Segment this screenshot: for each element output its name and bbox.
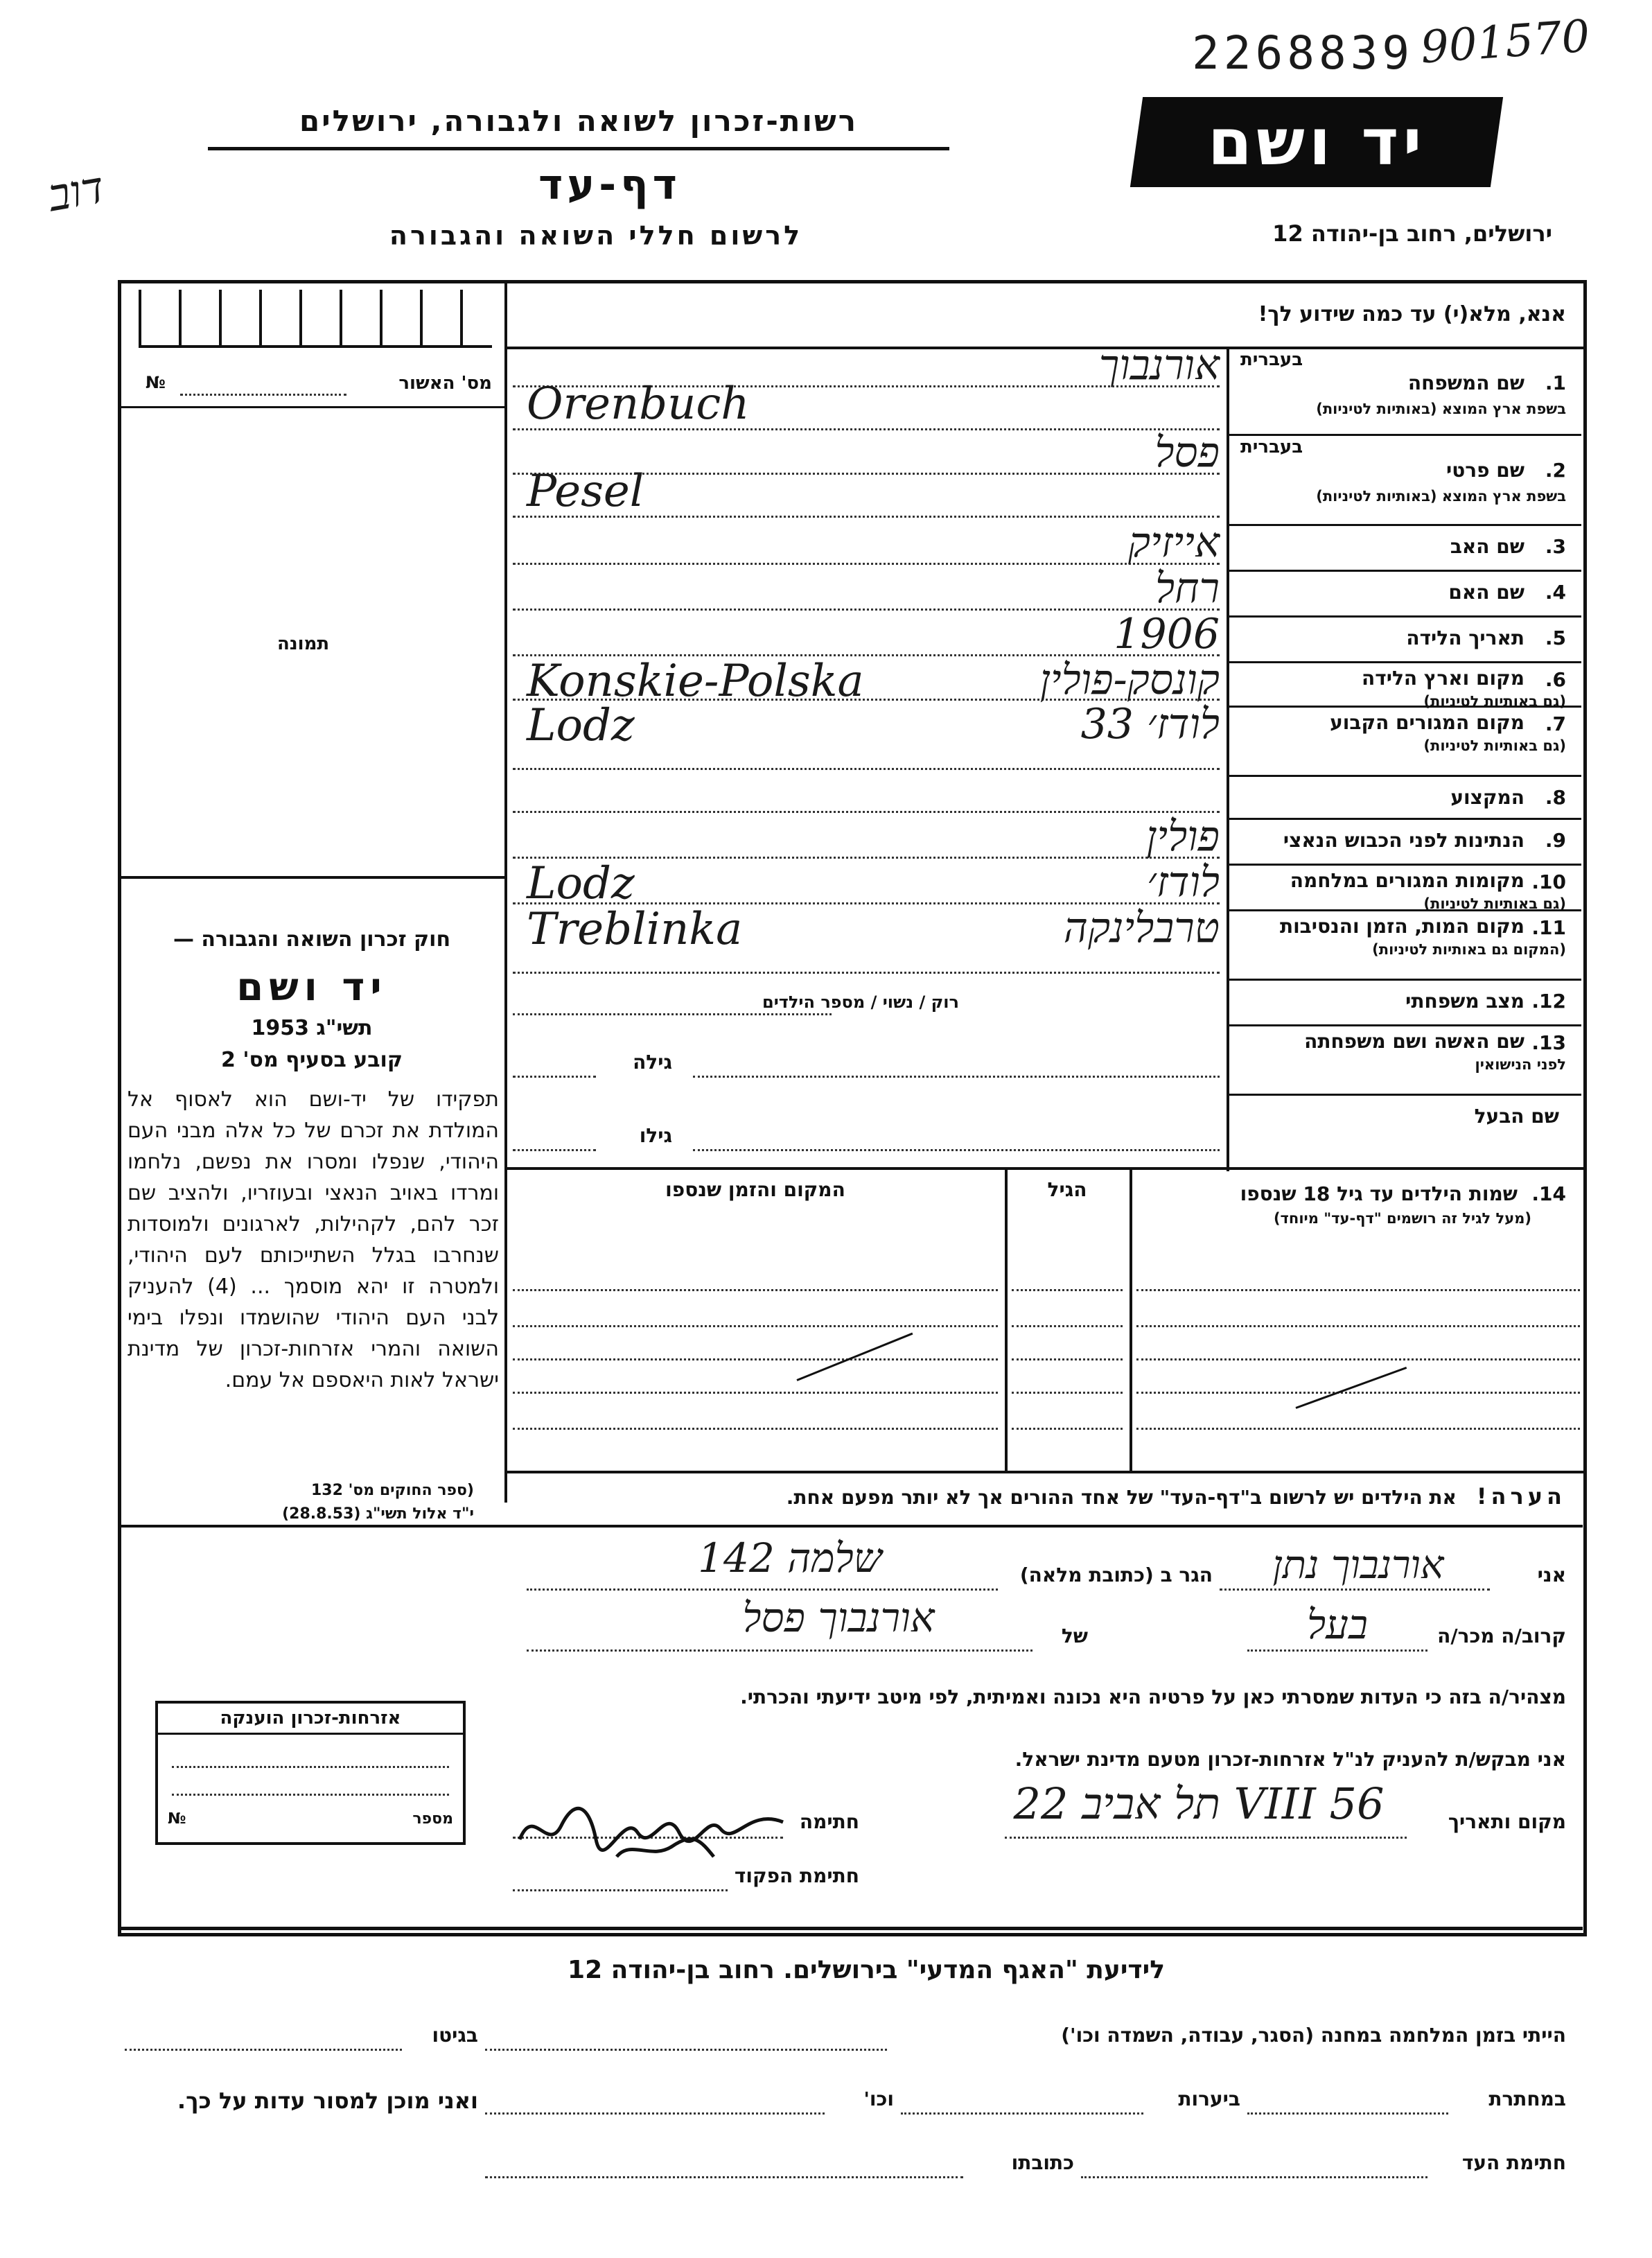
decl-request-text: אני מבקש/ת להעניק לנ"ל אזרחות-זכרון מטעם מדינת ישראל. bbox=[1014, 1748, 1566, 1771]
field-hint: (גם באותיות לטיניות) bbox=[1423, 895, 1566, 912]
footer-line1-dots-b bbox=[125, 2049, 402, 2051]
children-entry-line bbox=[1136, 1428, 1580, 1430]
children-entry-line bbox=[513, 1428, 998, 1430]
decl-i-label: אני bbox=[1537, 1564, 1566, 1586]
children-entry-line bbox=[1136, 1358, 1580, 1360]
law-year: תשי"ג 1953 bbox=[251, 1016, 373, 1040]
citizenship-line-2 bbox=[172, 1794, 449, 1796]
children-entry-line bbox=[1012, 1289, 1123, 1291]
logo-text: יד ושם bbox=[1207, 105, 1426, 180]
field-value-he: אייזיק bbox=[1127, 518, 1220, 567]
children-entry-line bbox=[1012, 1428, 1123, 1430]
address: ירושלים, רחוב בן-יהודה 12 bbox=[1272, 220, 1552, 247]
note-top-rule bbox=[506, 1471, 1583, 1473]
decl-place-date-label: מקום ותאריך bbox=[1448, 1810, 1566, 1833]
children-age-col-left bbox=[1005, 1167, 1008, 1472]
law-clause: קובע בסעיף מס' 2 bbox=[221, 1048, 403, 1072]
decl-of-value: אורנבוך פסל bbox=[742, 1594, 935, 1641]
decl-official-sig-label: חתימת הפקוד bbox=[734, 1864, 859, 1887]
field-row-rule bbox=[1229, 818, 1581, 820]
authority-title: רשות-זכרון לשואה ולגבורה, ירושלים bbox=[299, 104, 859, 138]
children-entry-line bbox=[1136, 1325, 1580, 1327]
form-subtitle: לרשום חללי השואה והגבורה bbox=[389, 220, 803, 251]
field-hint: בשפת ארץ המוצא (באותיות לטיניות) bbox=[1316, 488, 1566, 505]
children-label: שמות הילדים עד גיל 18 שנספו bbox=[1240, 1182, 1518, 1205]
footer-title: לידיעת "האגף המדעי" בירושלים. רחוב בן-יהודה 12 bbox=[568, 1956, 1165, 1984]
citizenship-line-1 bbox=[172, 1766, 449, 1768]
children-entry-line bbox=[513, 1289, 998, 1291]
field-number: 11. bbox=[1531, 916, 1566, 939]
footer-line1-a: הייתי בזמן המלחמה במחנה (הסגר, עבודה, השמדה וכו') bbox=[1061, 2024, 1566, 2047]
note-title: הערה! bbox=[1476, 1483, 1566, 1509]
handwritten-number: 901570 bbox=[1418, 10, 1592, 74]
field-value-line bbox=[693, 1149, 1220, 1151]
children-top-rule bbox=[506, 1167, 1583, 1170]
field-row-rule bbox=[1229, 661, 1581, 663]
citizenship-box bbox=[155, 1701, 466, 1845]
decl-of-label: של bbox=[1061, 1625, 1088, 1647]
signature-icon bbox=[513, 1791, 790, 1867]
decl-resides-value: שלמה 142 bbox=[698, 1534, 882, 1582]
field-value-line bbox=[513, 1013, 832, 1015]
footer-line2-dots-b bbox=[901, 2112, 1143, 2115]
field-row-rule bbox=[1229, 775, 1581, 777]
field-label: מקום המגורים הקבוע bbox=[1330, 711, 1524, 734]
decl-resides-line bbox=[527, 1589, 998, 1591]
field-hint: (גם באותיות לטיניות) bbox=[1423, 693, 1566, 710]
decl-official-sig-line bbox=[513, 1889, 728, 1891]
field-label: שם האב bbox=[1450, 535, 1524, 558]
field-value-latin: Lodz bbox=[527, 700, 635, 751]
children-hint: (מעל לגיל זה רושמים "דף-עד" מיוחד) bbox=[1273, 1210, 1531, 1227]
decl-resides-label: הגר ב (כתובת מלאה) bbox=[1019, 1564, 1213, 1586]
field-number: 13. bbox=[1531, 1031, 1566, 1054]
top-prompt: אנא, מלא(י) עד כמה שידוע לך! bbox=[1258, 302, 1566, 326]
footer-line1-b: בגיטו bbox=[432, 2024, 478, 2047]
decl-i-value: אורנבוך נתן bbox=[1272, 1543, 1444, 1588]
footer-line2-dots-a bbox=[1247, 2112, 1448, 2115]
left-column-divider bbox=[504, 283, 507, 1503]
field-age-line bbox=[513, 1149, 596, 1151]
approval-no-symbol: № bbox=[146, 373, 166, 392]
field-value-latin: Orenbuch bbox=[527, 378, 750, 430]
field-label: שם האשה ושם משפחתה bbox=[1304, 1030, 1524, 1053]
field-label: שם הבעל bbox=[1474, 1105, 1559, 1128]
decl-place-date-value: תל אביב 22 VIII 56 bbox=[1013, 1778, 1385, 1829]
field-value-he: 1906 bbox=[1114, 610, 1220, 658]
field-hint: בשפת ארץ המוצא (באותיות לטיניות) bbox=[1316, 401, 1566, 417]
field-row-rule bbox=[1229, 570, 1581, 572]
field-hint: (גם באותיות לטיניות) bbox=[1423, 737, 1566, 754]
field-number: 5. bbox=[1545, 627, 1566, 649]
field-value-latin: Treblinka bbox=[527, 904, 743, 955]
field-age-label: גילה bbox=[633, 1051, 672, 1074]
footer-line2-dots-c bbox=[485, 2112, 825, 2115]
field-label: שם האם bbox=[1448, 581, 1524, 604]
field-row-rule bbox=[1229, 1024, 1581, 1026]
photo-bottom-rule bbox=[121, 876, 506, 879]
field-row-rule bbox=[1229, 524, 1581, 526]
decl-relation-value: בעל bbox=[1307, 1601, 1368, 1648]
field-number: 1. bbox=[1545, 371, 1566, 394]
field-label: תאריך הלידה bbox=[1406, 627, 1524, 649]
field-row-rule bbox=[1229, 979, 1581, 981]
children-place-header: המקום והזמן שנספו bbox=[665, 1178, 845, 1201]
field-value-line bbox=[693, 1076, 1220, 1078]
note-text: את הילדים יש לרשום ב"דף-העד" של אחד ההורים אך לא יותר מפעם אחת. bbox=[786, 1486, 1457, 1509]
footer-line2-c: וכו' bbox=[863, 2088, 894, 2110]
field-age-line bbox=[513, 1076, 596, 1078]
field-number: 6. bbox=[1545, 668, 1566, 691]
field-value-he: פסל bbox=[1154, 428, 1220, 477]
field-number: 10. bbox=[1531, 870, 1566, 893]
field-row-rule bbox=[1229, 1094, 1581, 1096]
signature-scribble bbox=[513, 1791, 790, 1867]
label-column-divider bbox=[1227, 347, 1229, 1171]
field-hint: לפני הנישואין bbox=[1475, 1056, 1566, 1073]
children-entry-line bbox=[513, 1392, 998, 1394]
children-entry-line bbox=[1012, 1392, 1123, 1394]
margin-note: דוב bbox=[44, 161, 109, 222]
field-hebrew-tag: בעברית bbox=[1240, 349, 1303, 370]
field-label: הנתינות לפני הכבוש הנאצי bbox=[1283, 829, 1524, 852]
children-entry-line bbox=[1136, 1392, 1580, 1394]
children-age-col-right bbox=[1130, 1167, 1132, 1472]
field-label: המקצוע bbox=[1450, 786, 1524, 809]
note-row bbox=[513, 1483, 1566, 1509]
field-age-label: גילו bbox=[639, 1124, 672, 1147]
field-number: 2. bbox=[1545, 459, 1566, 482]
decl-relation-label: קרוב/ה מכר/ה bbox=[1437, 1625, 1566, 1647]
decl-place-date-line bbox=[1005, 1837, 1407, 1839]
field-value-he: פולין bbox=[1146, 812, 1220, 861]
children-entry-line bbox=[1012, 1325, 1123, 1327]
photo-label: תמונה bbox=[277, 633, 330, 654]
field-row-rule bbox=[1229, 615, 1581, 618]
field-hint: (המקום גם באותיות לטיניות) bbox=[1372, 941, 1566, 958]
field-number: 4. bbox=[1545, 581, 1566, 604]
field-options: רוק / נשוי / מספר הילדים bbox=[762, 992, 959, 1012]
field-label: מצב משפחתי bbox=[1405, 990, 1524, 1013]
law-title: חוק זכרון השואה והגבורה — bbox=[173, 927, 451, 952]
footer-line1-dots-a bbox=[485, 2049, 887, 2051]
approval-boxes bbox=[139, 290, 492, 348]
field-number: 12. bbox=[1531, 990, 1566, 1013]
children-age-header: הגיל bbox=[1047, 1178, 1087, 1201]
field-hebrew-tag: בעברית bbox=[1240, 437, 1303, 457]
law-name: יד ושם bbox=[236, 965, 387, 1010]
field-row-rule bbox=[1229, 434, 1581, 436]
children-entry-line bbox=[513, 1325, 998, 1327]
footer-line3-a: חתימת העד bbox=[1461, 2151, 1566, 2174]
field-value-line bbox=[513, 972, 1220, 974]
law-body: תפקידו של יד-ושם הוא לאסוף אל המולדת את זכרם של כל אלה מבני העם היהודי, שנפלו ומסרו את נפשם, נלחמו ומרדו באויב הנאצי ובעוזריו, ולהציב שם זכר להם, לקהילות, לארגונים ולמוסדות שנחרבו בגלל השתייכותם לעם היהודי, ולמטרה זו יהא מוסמך ... (4) להעניק לבני העם היהודי שהושמדו ונפלו בימי השואה והמרי אזרחות-זכרון של מדינת ישראל לאות היאספם אל עמם. bbox=[128, 1087, 499, 1392]
footer-line3-dots-a bbox=[1081, 2176, 1427, 2178]
field-label: מקום וארץ הלידה bbox=[1362, 667, 1524, 690]
form-title: דף-עד bbox=[538, 161, 681, 209]
decl-i-line bbox=[1220, 1589, 1490, 1591]
field-value-latin: Konskie-Polska bbox=[527, 656, 864, 707]
authority-underline bbox=[208, 147, 949, 150]
field-value-he: לודז׳ bbox=[1147, 858, 1220, 907]
citizenship-title: אזרחות-זכרון הוענקה bbox=[158, 1704, 463, 1735]
field-label: שם פרטי bbox=[1446, 459, 1524, 482]
field-value-latin: Pesel bbox=[527, 466, 644, 517]
logo bbox=[1130, 97, 1503, 187]
approval-rule bbox=[121, 406, 506, 408]
field-value-latin: Lodz bbox=[527, 858, 635, 909]
decl-relation-line bbox=[1247, 1649, 1427, 1652]
children-number: 14. bbox=[1531, 1182, 1566, 1205]
footer-line2-a: במחתרת bbox=[1488, 2088, 1566, 2110]
note-bottom-rule bbox=[121, 1525, 1583, 1528]
field-number: 8. bbox=[1545, 786, 1566, 809]
field-value-he: אורנבוך bbox=[1098, 341, 1220, 390]
footer-line2-d: ואני מוכן למסור עדות על כך. bbox=[177, 2088, 478, 2114]
field-label: מקומות המגורים במלחמה bbox=[1290, 869, 1524, 892]
field-label: מקום המות, הזמן והנסיבות bbox=[1279, 915, 1524, 938]
citizenship-no-symbol: № bbox=[168, 1810, 186, 1828]
approval-label: מס' האשור bbox=[398, 373, 492, 394]
field-value-he: קונסק-פולין bbox=[1039, 656, 1220, 704]
footer-line3-dots-b bbox=[485, 2176, 963, 2178]
law-source: (ספר החוקים מס' 132 bbox=[310, 1482, 474, 1499]
decl-signature-label: חתימה bbox=[799, 1810, 859, 1833]
field-value-line bbox=[513, 768, 1220, 770]
children-entry-line bbox=[1012, 1358, 1123, 1360]
field-value-he: טרבלינקה bbox=[1063, 904, 1220, 952]
field-label: שם המשפחה bbox=[1407, 371, 1524, 394]
footer-line3-b: כתובתו bbox=[1011, 2151, 1074, 2174]
field-number: 3. bbox=[1545, 535, 1566, 558]
approval-number-line bbox=[180, 394, 346, 396]
field-number: 7. bbox=[1545, 712, 1566, 735]
field-row-rule bbox=[1229, 864, 1581, 866]
field-value-he: לודז׳ 33 bbox=[1080, 700, 1220, 749]
children-entry-line bbox=[1136, 1289, 1580, 1291]
field-value-he: רחל bbox=[1154, 564, 1220, 613]
law-source-date: י"ד אלול תשי"ג (28.8.53) bbox=[282, 1505, 474, 1523]
document-number: 2268839 bbox=[1192, 26, 1414, 80]
field-number: 9. bbox=[1545, 829, 1566, 852]
decl-of-line bbox=[527, 1649, 1032, 1652]
children-entry-line bbox=[513, 1358, 998, 1360]
footer-line2-b: ביערות bbox=[1178, 2088, 1240, 2110]
citizenship-number-label: מספר bbox=[412, 1810, 453, 1828]
decl-declare-text: מצהיר/ה בזה כי העדות שמסרתי כאן על פרטיה היא נכונה ואמיתית, לפי מיטב ידיעתי והכרתי. bbox=[740, 1686, 1566, 1708]
footer-top-rule bbox=[121, 1927, 1583, 1930]
